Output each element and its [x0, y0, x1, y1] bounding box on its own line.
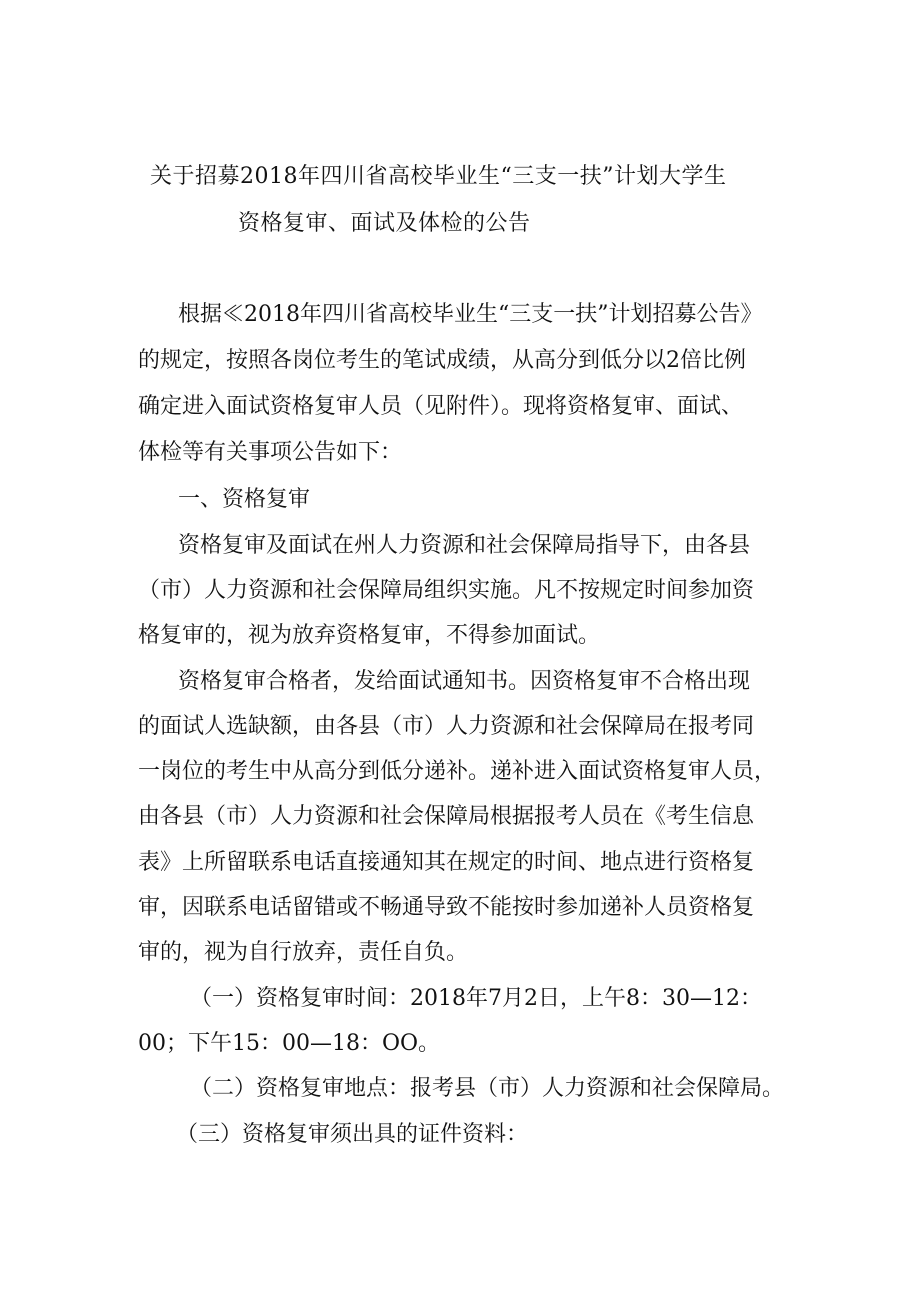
- paragraph2-line-5: 表》上所留联系电话直接通知其在规定的时间、地点进行资格复: [138, 850, 755, 875]
- document-title-line-2: 资格复审、面试及体检的公告: [238, 211, 531, 236]
- paragraph2-line-6: 审，因联系电话留错或不畅通导致不能按时参加递补人员资格复: [138, 895, 755, 920]
- document-title-line-1: 关于招募2018年四川省高校毕业生“三支一扶”计划大学生: [150, 164, 727, 189]
- paragraph2-line-1: 资格复审合格者，发给面试通知书。因资格复审不合格出现: [178, 669, 751, 694]
- paragraph2-line-2: 的面试人选缺额，由各县（市）人力资源和社会保障局在报考同: [138, 714, 755, 739]
- paragraph1-line-2: （市）人力资源和社会保障局组织实施。凡不按规定时间参加资: [138, 578, 755, 603]
- item1-line-1: （一）资格复审时间：2018年7月2日，上午8：30—12：: [190, 986, 762, 1011]
- intro-line-1: 根据≪2018年四川省高校毕业生“三支一扶”计划招募公告》: [178, 302, 763, 327]
- section-heading-qualification-review: 一、资格复审: [178, 487, 311, 512]
- paragraph2-line-4: 由各县（市）人力资源和社会保障局根据报考人员在《考生信息: [138, 804, 755, 829]
- paragraph2-line-7: 审的，视为自行放弃，责任自负。: [138, 940, 469, 965]
- intro-line-2: 的规定，按照各岗位考生的笔试成绩，从高分到低分以2倍比例: [138, 348, 746, 373]
- item1-line-2: 00；下午15：00—18：OO。: [138, 1031, 441, 1056]
- item2-line: （二）资格复审地点：报考县（市）人力资源和社会保障局。: [190, 1076, 785, 1101]
- intro-line-3: 确定进入面试资格复审人员（见附件）。现将资格复审、面试、: [138, 394, 744, 419]
- item3-line: （三）资格复审须出具的证件资料：: [176, 1122, 529, 1147]
- paragraph1-line-3: 格复审的，视为放弃资格复审，不得参加面试。: [138, 623, 601, 648]
- intro-line-4: 体检等有关事项公告如下：: [138, 440, 403, 465]
- paragraph2-line-3: 一岗位的考生中从高分到低分递补。递补进入面试资格复审人员，: [138, 759, 777, 784]
- paragraph1-line-1: 资格复审及面试在州人力资源和社会保障局指导下，由各县: [178, 533, 751, 558]
